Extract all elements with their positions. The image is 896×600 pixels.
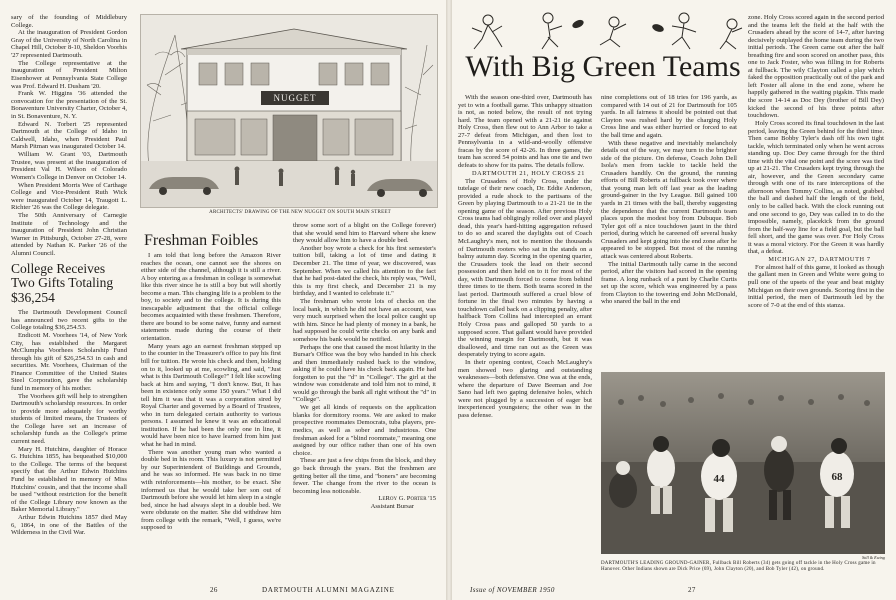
paragraph: The College representative at the inauguration of President Milton Eisenhower at Pennsylvania State College was Prof. Edward H. Dusham '20.	[11, 59, 127, 90]
nugget-caption: ARCHITECTS' DRAWING OF THE NEW NUGGET ON SOUTH MAIN STREET	[209, 210, 391, 215]
paragraph: nine completions out of 18 tries for 196 yards, as compared with 14 out of 21 for Dartmouth for 105 yards. In all fairness it should be pointed out that Clayton was rushed hard by the charging Holy Cross line and was either hurried or forced to eat the ball time and again.	[601, 94, 737, 139]
paragraph: With the season one-third over, Dartmouth has yet to win a football game. This unhappy situation is not, as noted below, the result of not trying hard. The team opened with a 21-21 tie against Holy Cross, then flew out to Ann Arbor to take a 27-7 defeat from Michigan, and then lost to Pennsylvania in a wild-and-woolly offensive fracas by the score of 42-26. In three games, the team has scored 54 points and has one tie and two defeats to show for its pains. The details follow.	[458, 94, 592, 169]
football-icon	[651, 23, 665, 34]
paragraph: throw some sort of a blight on the College forever) that she would send him to Harvard where she knew they would allow him to have a double bed.	[293, 222, 436, 245]
photo-credit: Still & Ewing	[862, 555, 885, 560]
paragraph: There was another young man who wanted a double bed in his room. This luxury is not permitted by our Superintendent of Buildings and Grounds, and he was so informed. He was back in no time with reinforcements—his mother, to be exact. She informed us that he would take her son out of Dartmouth before she would let him sleep in a single bed, since he had always slept in a double bed. We were obdurate on the matter. She did withdraw him from college with the remark, "Well, I guess, we're supposed to	[141, 448, 281, 532]
paragraph: William W. Grant '03, Dartmouth Trustee, was present at the inauguration of President Val H. Wilson of Colorado Women's College in Denver on October 14.	[11, 151, 127, 181]
paragraph: The Voorhees gift will help to strengthen Dartmouth's scholarship resources. In order to provide more adequately for worthy students of limited means, the Trustees of the College have set an increase of scholarship funds as the College's prime current need.	[11, 392, 127, 445]
paragraph: Many years ago an earnest freshman stepped up to the counter in the Treasurer's office to pay his first bill for tuition. He wrote his check and then, holding on to it, looked up at me, scowling, and said, "Just what is this Dartmouth College?" I felt like scowling back at him and saying, "I don't know. But, It has been in existence only some 150 years." What I did tell him it was that it was a corporation sired by Royal Charter and governed by a Board of Trustees, who in turn delegated certain authority to various persons. I assumed he knew it was an educational institution. If he had been the only one in line, it would have been nice to have learned from him just what he had in mind.	[141, 342, 281, 448]
right-column-1	[458, 94, 592, 584]
left-column-1	[11, 14, 127, 584]
paragraph: In their opening contest, Coach McLaughry's men showed two glaring and outstanding weaknesses—both defensive. One was at the ends, where the departure of Dave Beeman and Joe Sano had left two gaping defensive holes, which were not plugged by a succession of eager but inexperienced youngsters; the other was in the pass defense.	[458, 359, 592, 419]
left-page	[0, 0, 446, 600]
paragraph: For almost half of this game, it looked as though the gallant men in Green and White were going to pull one of the upsets of the year and beat mighty Michigan on their own grounds. Scoring first in the initial period, the men of Dartmouth led by the score of 7-0 at the end of this stanza.	[748, 263, 884, 309]
left-column-3	[293, 222, 436, 584]
right-column-3	[748, 14, 884, 369]
paragraph: Another boy wrote a check for his first semester's tuition bill, taking a lot of time and dating it December 21. The time of year, we discovered, was September. When we called his attention to the fact that he had post-dated the check, his reply was, "Well, this is my first check, and December 21 is my birthday, and I wanted to celebrate it."	[293, 244, 436, 298]
jersey-number: 44	[713, 473, 725, 485]
holy-cross-subhead: DARTMOUTH 21, HOLY CROSS 21	[471, 169, 586, 177]
paragraph: We get all kinds of requests on the application blanks for dormitory rooms. We are asked to make prospective roommates Democrats, tuba players, pre-medics, as well as sober and industrious. One freshman asked for a "blind roommate," meaning one assigned by our office rather than one of his own choice.	[293, 404, 436, 457]
nugget-sign: NUGGET	[273, 93, 317, 103]
signature-title: Assistant Bursar	[370, 503, 414, 511]
jersey-number: 68	[831, 471, 843, 483]
player-icon	[600, 17, 626, 47]
football-players-illustration	[452, 10, 754, 86]
paragraph: Mary H. Hutchins, daughter of Horace G. Hutchins 1855, has bequeathed $10,000 to the College. The terms of the bequest specify that the Arthur Edwin Hutchins Fund be established in memory of Miss Hutchins' cousin, and that the income shall be used "without restriction for the benefit of the College Library now known as the Baker Memorial Library."	[11, 445, 127, 514]
paragraph: sary of the founding of Middlebury College.	[11, 14, 127, 29]
gifts-article	[11, 309, 127, 537]
paragraph: The 50th Anniversary of Carnegie Institute of Technology and the inauguration of President John Christian Warner in Pittsburgh, October 27-28, were attended by Nathan K. Parker '26 of the Alumni Council.	[11, 212, 127, 258]
right-page	[452, 0, 896, 600]
paragraph: Frank W. Higgins '36 attended the convocation for the presentation of the St. Bonaventure University Charter, October 4, in St. Bonaventure, N. Y.	[11, 90, 127, 120]
title-banner	[452, 10, 754, 86]
right-column-2	[601, 94, 737, 369]
paragraph: zone. Holy Cross scored again in the second period and the teams left the field at the half with the Crusaders ahead by the score of 14-7, after having decisively outplayed the home team during the two initial periods. The Green came out after the half breathing fire and soon scored on another pass, this one to Jack Foster, who was filling in for Roberts at fullback. The wily Clayton called a play which faked the opposition practically out of the park and left Foster all alone in the end zone, where he happily gathered in the waiting pigskin. This made the score 14-14 as Doc Dey (brother of Bill Dey) kicked the second of his three points after touchdown.	[748, 14, 884, 120]
football-icon	[571, 18, 585, 29]
paragraph: Perhaps the one that caused the most hilarity in the Bursar's Office was the boy who handed in his check and then immediately rushed back to the window, asking if he could have his check back again. He had forgotten to put the "d" in "College". The girl at the window was considerate and told him not to mind, it would go through the bank all right without the "d" in "College".	[293, 343, 436, 404]
article-title: With Big Green Teams	[465, 50, 741, 83]
paragraph: When President Morris Wee of Carthage College and Vice-President Ruth Wick were inaugurated October 14, Traugott L. Richter '26 was the College delegate.	[11, 181, 127, 212]
nugget-drawing	[140, 14, 438, 208]
football-photo	[601, 372, 885, 554]
player-icon	[542, 13, 562, 49]
left-column-2	[141, 252, 281, 582]
paragraph: At the inauguration of President Gordon Gray of the University of North Carolina in Chapel Hill, October 8-10, Sheldon Voorhis '27 represented Dartmouth.	[11, 29, 127, 60]
player-icon	[472, 15, 502, 49]
paragraph: Arthur Edwin Hutchins 1857 died May 6, 1864, in one of the Battles of the Wilderness in the Civil War.	[11, 514, 127, 537]
paragraph: The initial Dartmouth tally came in the second period, after the visitors had scored in the opening frame. A long runback of a punt by Charlie Curtis set up the score, which was engineered by a pass from Clayton to the towering end John McDonald, who snared the ball in the end	[601, 260, 737, 306]
game-action-image	[601, 372, 885, 554]
player-icon	[672, 13, 696, 49]
foibles-heading: Freshman Foibles	[144, 232, 259, 249]
paragraph: The Crusaders of Holy Cross, under the tutelage of their new coach, Dr. Eddie Anderson, provided a rude shock to the partisans of the Green by playing Dartmouth to a 21-21 tie in the opening game of the season. After previous Holy Cross teams had obligingly rolled over and played dead, this year's hard-hitting aggregation refused to do so and scared the daylights out of Coach McLaughry's men, not to mention the thousands of Dartmouth rooters who sat in the stands on a balmy autumn day. Scoring in the opening quarter, the Crusaders took the lead on their second possession and then held on to it for most of the day, with Dartmouth forced to come from behind three times to tie them. Both teams scored in the last period. Dartmouth suffered a cruel blow of fortune in the final two minutes by having a touchdown called back on a clipping penalty, after halfback Tom Collins had intercepted an errant Holy Cross pass and galloped 50 yards to a supposed score. That gallant would have provided the winning margin for Dartmouth, but it was disallowed, and time ran out as the Green was desperately trying to score again.	[458, 177, 592, 359]
football-photo-caption: DARTMOUTH'S LEADING GROUND-GAINER, Fullback Bill Roberts (34) gets going off tackle in the Holy Cross game in Hanover. Other Indians shown are Dick Price (69), John Clayton (20), and Bob Tyler (42), on ground.	[601, 561, 876, 573]
paragraph: These are just a few chips from the block, and they go back through the years. But the freshmen are getting better all the time, and "boners" are becoming fewer. The change from the river to the ocean is becoming less noticeable.	[293, 457, 436, 495]
paragraph: With these negative and inevitably melancholy details out of the way, we may turn to the brighter side of the picture. On defense, Coach John Dell Isola's men from tackle to tackle held the Crusaders handily. On the ground, the running efforts of Bill Roberts at fullback took over where that young man left off last year as the leading ground-gainer in the Ivy League. Bill gained 100 yards in 21 times with the ball, thereby suggesting the dependence that the current Dartmouth team places upon the modest boy from Dubuque. Bob Tyler got off a nice touchdown jaunt in the third period, during which he careened off several husky Crusaders and kept going into the end zone after he appeared to be stopped. But most of the running attack was centered about Roberts.	[601, 139, 737, 260]
player-icon	[720, 19, 742, 49]
issue-date: Issue of NOVEMBER 1950	[470, 586, 555, 594]
paragraph: The Dartmouth Development Council has announced two recent gifts to the College totaling $36,254.53.	[11, 309, 127, 332]
gifts-heading: College Receives Two Gifts Totaling $36,254	[11, 260, 114, 305]
michigan-subhead: MICHIGAN 27, DARTMOUTH 7	[768, 256, 871, 264]
paragraph: Edward N. Torbert '25 represented Dartmouth at the College of Idaho in Caldwell, Idaho, when President Paul Marsh Pitman was inaugurated October 14.	[11, 120, 127, 151]
page-number-left: 26	[210, 586, 218, 594]
signature: LeRoy G. Porter '15	[378, 495, 436, 503]
paragraph: The freshman who wrote lots of checks on the local bank, in which he did not have an account, was very much surprised when the local police caught up with him. Since he had plenty of money in a bank, he had supposed he could write checks on any bank and somehow his bank would be notified.	[293, 298, 436, 343]
inauguration-notes	[11, 14, 127, 258]
paragraph: I am told that long before the Amazon River reaches the ocean, one cannot see the shores on either side of the channel, although it is still a river. A boy entering as a freshman in college is somewhat like this river since he is still a boy but will shortly become a man. This changing life is a problem to the boy, to society and to the college. It is during this inescapable adjustment that the official college becomes acquainted with these freshmen. Therefore, there are bound to be some naive, funny and earnest statements made during the course of their orientation.	[141, 252, 281, 343]
nugget-illustration	[141, 15, 437, 207]
magazine-title: DARTMOUTH ALUMNI MAGAZINE	[262, 586, 395, 594]
page-number-right: 27	[688, 586, 696, 594]
paragraph: Endicott M. Voorhees '14, of New York City, has established the Margaret McClumpha Voorhees Scholarship Fund through his gift of $26,254.53 in cash and securities. Mr. Voorhees, Chairman of the Finance Committee of the United States Steel Corporation, gave the scholarship fund in memory of his mother.	[11, 332, 127, 392]
paragraph: Holy Cross scored its final touchdown in the last period, leaving the Green behind for the third time. Then came Bobby Tyler's dash off his own tight tackle, which terminated only when he went across standing up. Doc Dey came through for the third time with the vital one point and the score was tied up at 21-21. The Crusaders kept trying through the air, however, and the Green secondary came through with one of its rare interceptions of the afternoon when Tommy Collins, as noted, grabbed the ball and dashed half the length of the field, only to be called back. With the clock running out and one second to go, Dey was called in to do the impossible, namely, placekick from the ground from the half-way line for a field goal, but the ball fell short, and the game was over. For Holy Cross it was a moral victory. For the Green it was hardly that, a defeat.	[748, 119, 884, 256]
